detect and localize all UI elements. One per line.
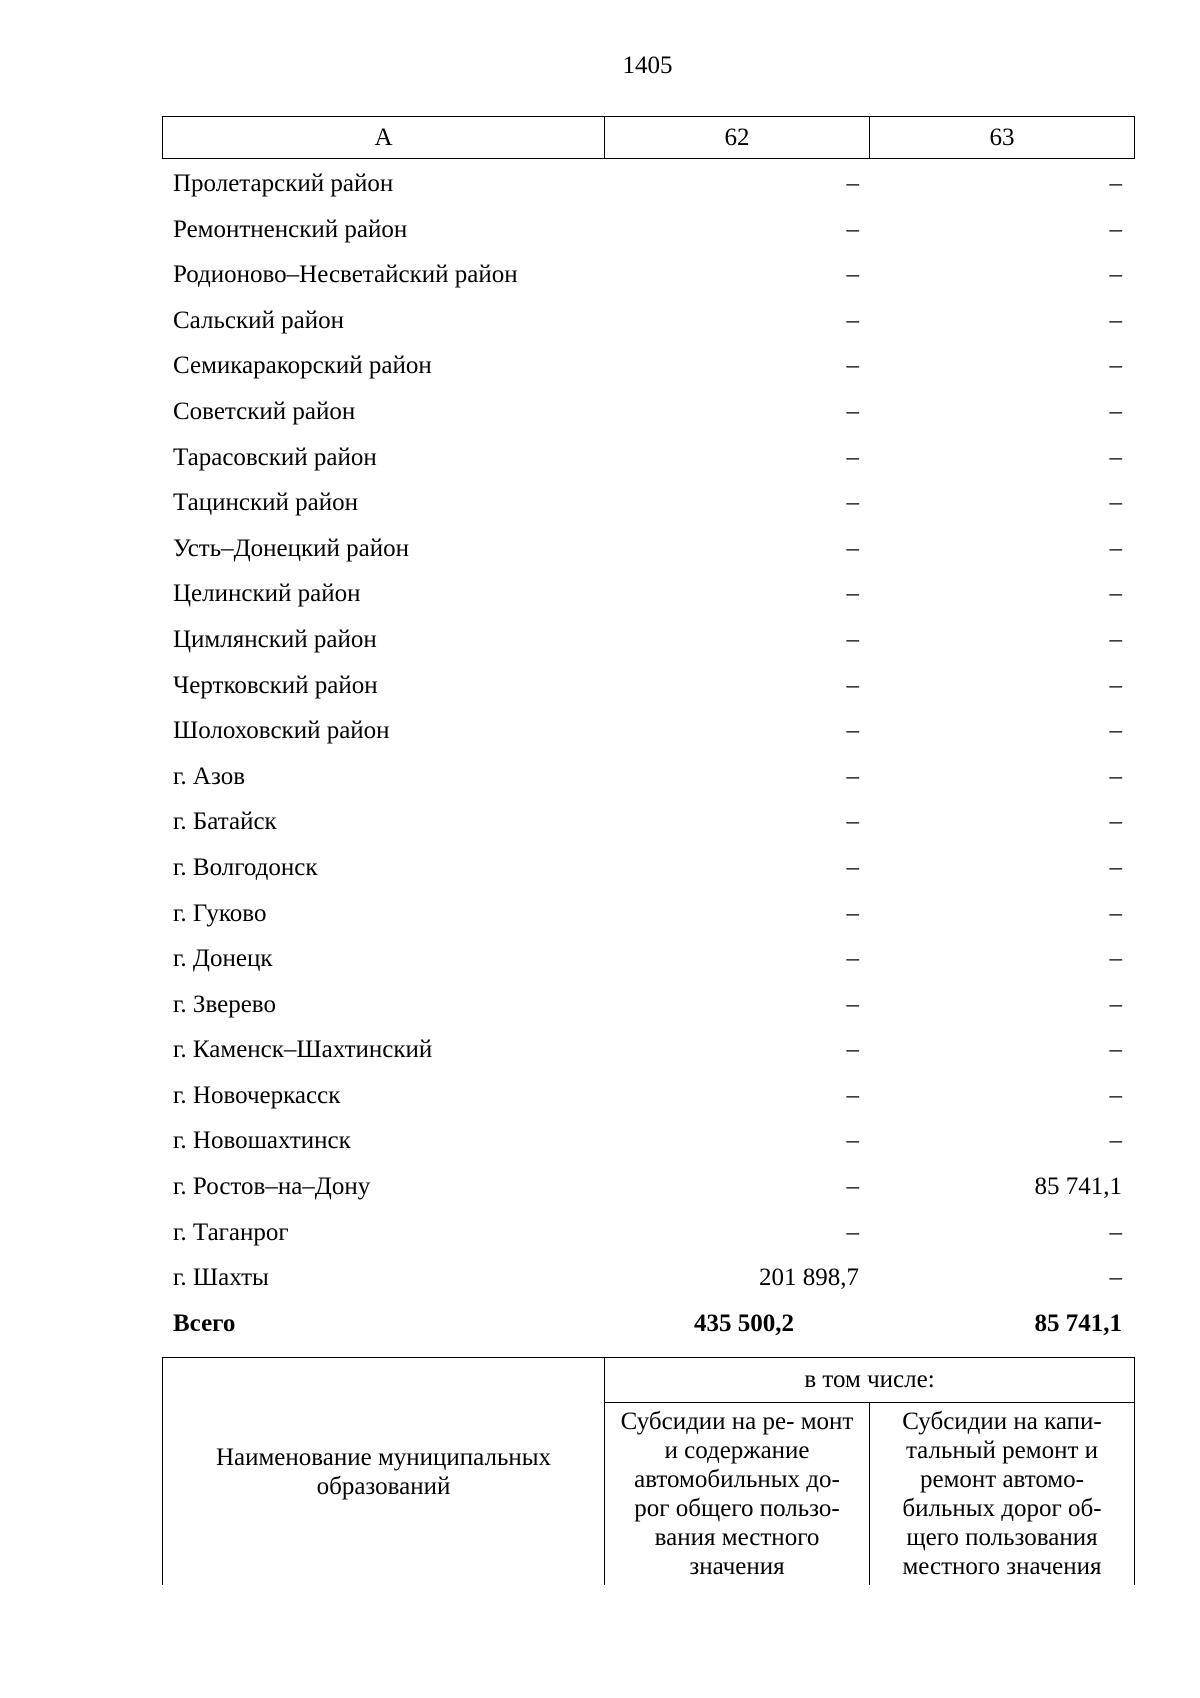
- municipality-name: Пролетарский район: [173, 170, 394, 197]
- municipality-name: Чертковский район: [173, 671, 378, 699]
- table-row: [162, 1027, 1134, 1073]
- municipality-name: Советский район: [173, 397, 356, 425]
- value-col-63: 85 741,1: [1034, 1173, 1122, 1201]
- value-col-63: –: [1109, 489, 1122, 517]
- value-col-63: –: [1109, 580, 1122, 608]
- municipality-name-header: Наименование муниципальных образований: [163, 1358, 605, 1586]
- value-col-63: –: [1109, 808, 1122, 836]
- value-col-63: –: [1109, 1081, 1122, 1109]
- table-row: [162, 663, 1134, 709]
- data-table: [162, 161, 1134, 1346]
- municipality-name: г. Гуково: [173, 899, 267, 927]
- value-col-62: 435 500,2: [694, 1309, 794, 1337]
- value-col-62: –: [846, 1081, 859, 1109]
- value-col-63: –: [1109, 352, 1122, 380]
- value-col-63: –: [1109, 1264, 1122, 1292]
- municipality-name: Ремонтненский район: [173, 215, 408, 243]
- table-row: [162, 161, 1134, 207]
- municipality-name: г. Волгодонск: [173, 853, 318, 881]
- table-row: [162, 982, 1134, 1028]
- table-row: [162, 799, 1134, 845]
- value-col-63: 85 741,1: [1034, 1309, 1122, 1337]
- municipality-name: г. Новочеркасск: [173, 1081, 341, 1109]
- value-col-63: –: [1109, 945, 1122, 973]
- municipality-name: г. Таганрог: [173, 1218, 289, 1246]
- total-row: [162, 1301, 1134, 1347]
- value-col-63: –: [1109, 625, 1122, 653]
- value-col-62: –: [846, 170, 859, 197]
- value-col-62: –: [846, 534, 859, 562]
- table-row: [162, 1073, 1134, 1119]
- table-row: [162, 298, 1134, 344]
- value-col-62: –: [846, 671, 859, 699]
- value-col-62: –: [846, 853, 859, 881]
- value-col-63: –: [1109, 534, 1122, 562]
- municipality-name: Цимлянский район: [173, 625, 377, 653]
- municipality-name: Шолоховский район: [173, 717, 390, 745]
- value-col-62: –: [846, 990, 859, 1018]
- table-row: [162, 1118, 1134, 1164]
- value-col-63: –: [1109, 443, 1122, 471]
- municipality-name: г. Новошахтинск: [173, 1127, 351, 1155]
- value-col-63: –: [1109, 397, 1122, 425]
- value-col-63: –: [1109, 215, 1122, 243]
- value-col-62: –: [846, 352, 859, 380]
- municipality-name: Всего: [173, 1309, 236, 1337]
- table-row: [162, 754, 1134, 800]
- value-col-62: 201 898,7: [759, 1264, 859, 1292]
- value-col-62: –: [846, 1036, 859, 1064]
- page-number: 1405: [622, 52, 673, 79]
- table-row: [162, 845, 1134, 891]
- header-col-a: А: [163, 117, 605, 159]
- municipality-name: Тацинский район: [173, 489, 358, 517]
- table-row: [162, 891, 1134, 937]
- value-col-62: –: [846, 489, 859, 517]
- value-col-62: –: [846, 261, 859, 289]
- value-col-62: –: [846, 306, 859, 334]
- value-col-62: –: [846, 1173, 859, 1201]
- table-row: [162, 252, 1134, 298]
- municipality-name: Родионово–Несветайский район: [173, 261, 518, 289]
- municipality-name: г. Каменск–Шахтинский: [173, 1036, 433, 1064]
- value-col-63: –: [1109, 717, 1122, 745]
- value-col-62: –: [846, 899, 859, 927]
- table-row: [162, 708, 1134, 754]
- municipality-name: Сальский район: [173, 306, 344, 334]
- value-col-63: –: [1109, 671, 1122, 699]
- municipality-name: г. Батайск: [173, 808, 277, 836]
- value-col-62: –: [846, 1218, 859, 1246]
- municipality-name: Семикаракорский район: [173, 352, 432, 380]
- subsidy-capital-repair-header: Субсидии на капи- тальный ремонт и ремонт автомо- бильных дорог об- щего пользования местного значения: [870, 1403, 1135, 1586]
- table-row: [162, 1164, 1134, 1210]
- table-row: [162, 936, 1134, 982]
- municipality-name: г. Шахты: [173, 1264, 269, 1292]
- value-col-63: –: [1109, 990, 1122, 1018]
- including-header: в том числе:: [605, 1358, 1135, 1403]
- table-row: [162, 1255, 1134, 1301]
- municipality-name: г. Зверево: [173, 990, 276, 1018]
- table-row: [162, 389, 1134, 435]
- value-col-63: –: [1109, 1036, 1122, 1064]
- table-row: [162, 526, 1134, 572]
- value-col-63: –: [1109, 170, 1122, 197]
- value-col-62: –: [846, 580, 859, 608]
- value-col-62: –: [846, 808, 859, 836]
- header-col-63: 63: [870, 117, 1135, 159]
- municipality-name: Усть–Донецкий район: [173, 534, 410, 562]
- municipality-name: Целинский район: [173, 580, 361, 608]
- value-col-62: –: [846, 215, 859, 243]
- table-row: [162, 480, 1134, 526]
- value-col-63: –: [1109, 899, 1122, 927]
- value-col-63: –: [1109, 1127, 1122, 1155]
- value-col-62: –: [846, 762, 859, 790]
- data-table-body: [162, 161, 1134, 1346]
- table-row: [162, 207, 1134, 253]
- value-col-63: –: [1109, 1218, 1122, 1246]
- table-row: [162, 571, 1134, 617]
- value-col-62: –: [846, 1127, 859, 1155]
- value-col-62: –: [846, 625, 859, 653]
- subsidy-repair-header: Субсидии на ре- монт и содержание автомобильных до- рог общего пользо- вания местного значения: [605, 1403, 870, 1586]
- municipality-name: г. Азов: [173, 762, 246, 790]
- municipality-name: г. Донецк: [173, 945, 273, 973]
- table-row: [162, 1210, 1134, 1256]
- value-col-63: –: [1109, 306, 1122, 334]
- value-col-62: –: [846, 443, 859, 471]
- value-col-63: –: [1109, 261, 1122, 289]
- table-row: [162, 617, 1134, 663]
- value-col-63: –: [1109, 762, 1122, 790]
- value-col-62: –: [846, 397, 859, 425]
- column-number-header: [162, 116, 1135, 159]
- repeated-column-header: [162, 1357, 1135, 1585]
- header-col-62: 62: [605, 117, 870, 159]
- value-col-63: –: [1109, 853, 1122, 881]
- table-row: [162, 435, 1134, 481]
- municipality-name: Тарасовский район: [173, 443, 377, 471]
- municipality-name: г. Ростов–на–Дону: [173, 1173, 371, 1201]
- table-row: [162, 343, 1134, 389]
- value-col-62: –: [846, 717, 859, 745]
- value-col-62: –: [846, 945, 859, 973]
